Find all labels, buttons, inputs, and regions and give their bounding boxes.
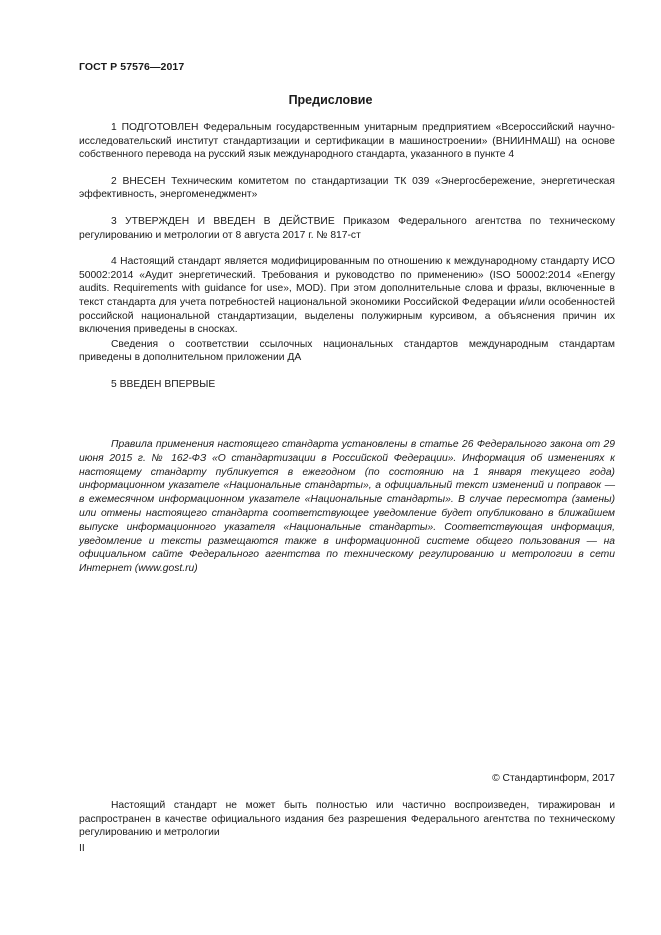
paragraph-prepared-by: 1 ПОДГОТОВЛЕН Федеральным государственным унитарным предприятием «Всероссийский научно-исследовательский институт стандартизации и сертификации в машиностроении» (ВНИИНМАШ) на основе собственного перевода на русский язык международного стандарта, указанного в пункте 4 xyxy=(79,122,615,161)
paragraph-first-introduced: 5 ВВЕДЕН ВПЕРВЫЕ xyxy=(111,378,216,390)
paragraph-approved: 3 УТВЕРЖДЕН И ВВЕДЕН В ДЕЙСТВИЕ Приказом Федерального агентства по техническому регулированию и метрологии от 8 августа 2017 г. № 817-ст xyxy=(79,215,615,241)
application-rules-notice: Правила применения настоящего стандарта установлены в статье 26 Федерального закона от 29 июня 2015 г. № 162-ФЗ «О стандартизации в Российской Федерации». Информация об изменениях к настоящему стандарту публикуется в ежегодном (по состоянию на 1 января текущего года) информационном указателе «Национальные стандарты», а официальный текст изменений и поправок — в ежемесячном информационном указателе «Национальные стандарты». В случае пересмотра (замены) или отмены настоящего стандарта соответствующее уведомление будет опубликовано в ближайшем выпуске информационного указателя «Национальные стандарты». Соответствующая информация, уведомление и тексты размещаются также в информационной системе общего пользования — на официальном сайте Федерального агентства по техническому регулированию и метрологии в сети Интернет (www.gost.ru) xyxy=(79,439,615,575)
page-title: Предисловие xyxy=(288,93,373,107)
reproduction-restriction: Настоящий стандарт не может быть полностью или частично воспроизведен, тиражирован и распространен в качестве официального издания без разрешения Федерального агентства по техническому регулированию и метрологии xyxy=(79,800,615,839)
foreword-body xyxy=(79,121,615,392)
page-number: II xyxy=(79,843,85,854)
paragraph-modified-standard: 4 Настоящий стандарт является модифицированным по отношению к международному стандарту ИСО 50002:2014 «Аудит энергетический. Требования и руководство по применению» (ISO 50002:2014 «Energy audits. Requirements with guidance for use», MOD). При этом дополнительные слова и фразы, включенные в текст стандарта для учета потребностей национальной экономики Российской Федерации и/или особенностей российской национальной стандартизации, выделены полужирным курсивом, а объяснения причин их включения приведены в сносках. xyxy=(79,256,615,336)
copyright-line: © Стандартинформ, 2017 xyxy=(492,773,615,784)
paragraph-introduced-by: 2 ВНЕСЕН Техническим комитетом по стандартизации ТК 039 «Энергосбережение, энергетическая эффективность, энергоменеджмент» xyxy=(79,175,615,201)
document-code-header: ГОСТ Р 57576—2017 xyxy=(79,61,185,73)
paragraph-reference-standards: Сведения о соответствии ссылочных национальных стандартов международным стандартам приведены в дополнительном приложении ДА xyxy=(79,338,615,364)
